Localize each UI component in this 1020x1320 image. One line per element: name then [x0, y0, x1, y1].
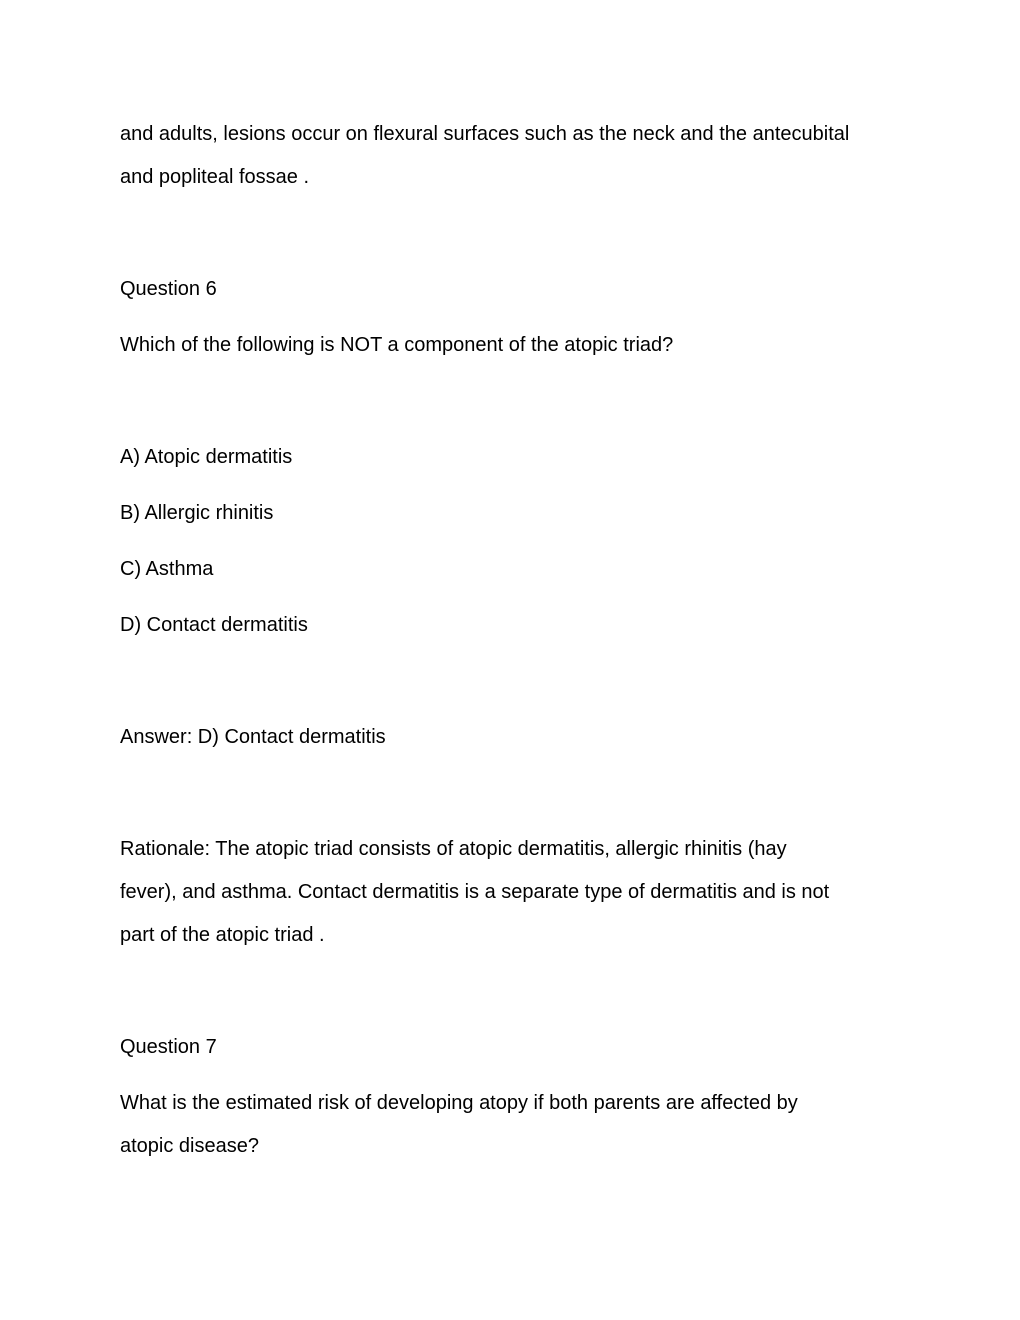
paragraph-line: and adults, lesions occur on flexural surfaces such as the neck and the antecubital [120, 123, 850, 145]
answer-option-b: B) Allergic rhinitis [120, 502, 274, 524]
question-prompt-line: atopic disease? [120, 1135, 259, 1157]
answer-option-c: C) Asthma [120, 558, 214, 580]
question-heading: Question 7 [120, 1036, 217, 1058]
paragraph-line: and popliteal fossae . [120, 166, 310, 188]
answer-option-d: D) Contact dermatitis [120, 614, 308, 636]
question-prompt-line: What is the estimated risk of developing atopy if both parents are affected by [120, 1092, 798, 1114]
rationale-line: part of the atopic triad . [120, 924, 325, 946]
rationale-line: fever), and asthma. Contact dermatitis is a separate type of dermatitis and is not [120, 881, 830, 903]
rationale-line: Rationale: The atopic triad consists of atopic dermatitis, allergic rhinitis (hay [120, 838, 787, 860]
answer-option-a: A) Atopic dermatitis [120, 446, 293, 468]
answer-line: Answer: D) Contact dermatitis [120, 726, 386, 748]
question-prompt: Which of the following is NOT a component of the atopic triad? [120, 334, 674, 356]
question-heading: Question 6 [120, 278, 217, 300]
